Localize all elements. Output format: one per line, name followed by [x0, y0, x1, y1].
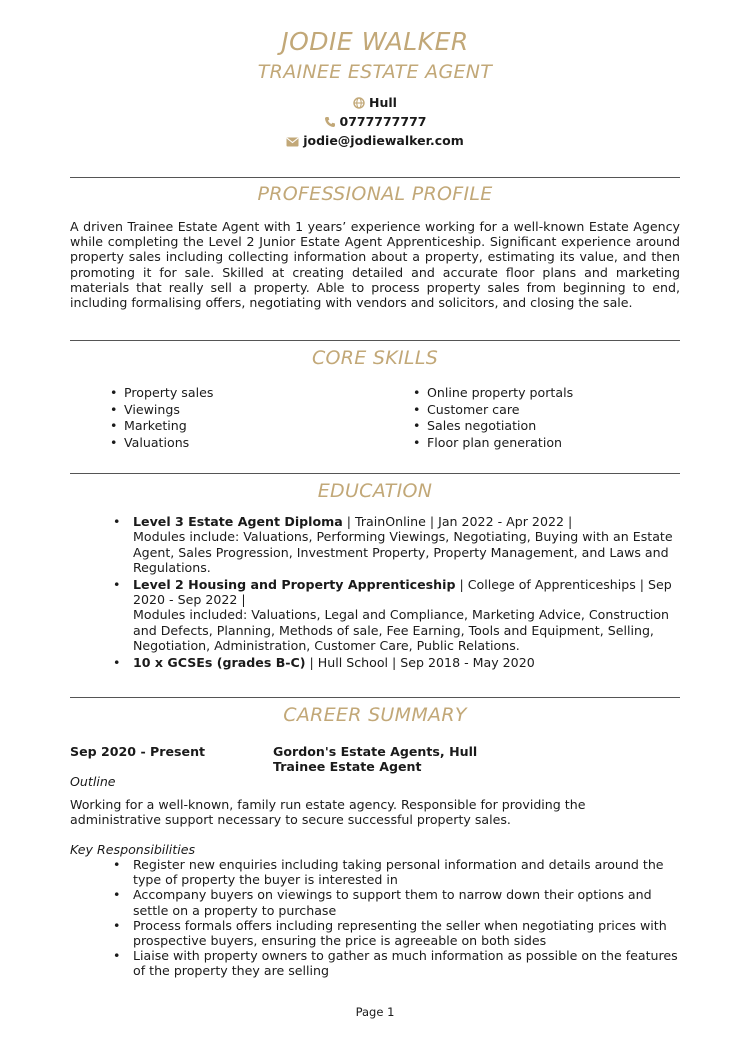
profile-heading: PROFESSIONAL PROFILE [257, 183, 493, 205]
phone-icon [324, 116, 336, 132]
education-modules: Modules include: Valuations, Performing Viewings, Negotiating, Buying with an Estate Agent, Sales Progression, Investment Property, Property Management, and Laws and Regulations. [133, 529, 673, 576]
divider [70, 340, 680, 341]
responsibility-item: • Accompany buyers on viewings to support them to narrow down their options and settle on a property to purchase [113, 887, 683, 917]
contact-phone [0, 114, 750, 132]
education-modules: Modules included: Valuations, Legal and Compliance, Marketing Advice, Construction and Defects, Planning, Methods of sale, Fee Earning, Tools and Equipment, Selling, Negotiation, Administration, Customer Care, Public Relations. [133, 607, 670, 654]
education-heading: EDUCATION [317, 480, 433, 502]
responsibility-item: • Process formals offers including representing the seller when negotiating prices with prospective buyers, ensuring the price is agreeable on both sides [113, 918, 683, 948]
skill-item: • Viewings [110, 402, 213, 419]
skill-item: • Floor plan generation [413, 435, 573, 452]
skill-item: • Property sales [110, 385, 213, 402]
candidate-name: JODIE WALKER [281, 27, 469, 56]
page-number: Page 1 [355, 1005, 395, 1019]
outline-label: Outline [70, 774, 116, 789]
divider [70, 473, 680, 474]
skills-list-left [110, 385, 213, 451]
divider [70, 697, 680, 698]
education-title: Level 2 Housing and Property Apprenticeship [133, 576, 456, 592]
email-link[interactable]: jodie@jodiewalker.com [303, 133, 464, 148]
education-title: 10 x GCSEs (grades B-C) [133, 654, 306, 670]
education-list [113, 514, 683, 671]
career-heading: CAREER SUMMARY [283, 704, 467, 726]
job-role: Trainee Estate Agent [273, 759, 422, 775]
employer-name: Gordon's Estate Agents, Hull [273, 744, 478, 759]
profile-text: A driven Trainee Estate Agent with 1 years’ experience working for a well-known Estate Agency while completing the Level 2 Junior Estate Agent Apprenticeship. Significant experience around property sales including collecting information about a property, estimating its value, and then promoting it for sale. Skilled at creating detailed and accurate floor plans and marketing materials that really sell a property. Able to process property sales from beginning to end, including formalising offers, negotiating with vendors and solicitors, and closing the sale. [70, 219, 680, 311]
phone-text: 0777777777 [339, 114, 427, 129]
education-item [113, 577, 683, 654]
divider [70, 177, 680, 178]
education-title: Level 3 Estate Agent Diploma [133, 514, 343, 529]
location-text: Hull [369, 95, 397, 110]
contact-email[interactable] [0, 133, 750, 151]
skill-item: • Customer care [413, 402, 573, 419]
skills-list-right [413, 385, 573, 451]
education-details: | College of Apprenticeships | Sep 2020 - Sep 2022 | [133, 576, 672, 608]
skills-heading: CORE SKILLS [311, 347, 439, 369]
responsibility-item: • Register new enquiries including taking personal information and details around the type of property the buyer is interested in [113, 857, 683, 887]
job-employer [273, 744, 477, 775]
responsibility-item: • Liaise with property owners to gather as much information as possible on the features of the property they are selling [113, 948, 683, 978]
job-dates: Sep 2020 - Present [70, 744, 206, 759]
skill-item: • Online property portals [413, 385, 573, 402]
education-details: | Hull School | Sep 2018 - May 2020 [305, 654, 535, 670]
responsibilities-list [113, 857, 683, 979]
skill-item: • Valuations [110, 435, 213, 452]
skill-item: • Sales negotiation [413, 418, 573, 435]
responsibilities-label: Key Responsibilities [70, 842, 196, 857]
skill-item: • Marketing [110, 418, 213, 435]
outline-text: Working for a well-known, family run estate agency. Responsible for providing the administrative support necessary to secure successful property sales. [70, 797, 586, 828]
education-item [113, 514, 683, 576]
globe-icon [353, 97, 365, 113]
envelope-icon [286, 135, 299, 151]
education-details: | TrainOnline | Jan 2022 - Apr 2022 | [342, 514, 573, 529]
contact-location [0, 95, 750, 113]
candidate-title: TRAINEE ESTATE AGENT [257, 61, 493, 83]
education-item [113, 655, 683, 670]
